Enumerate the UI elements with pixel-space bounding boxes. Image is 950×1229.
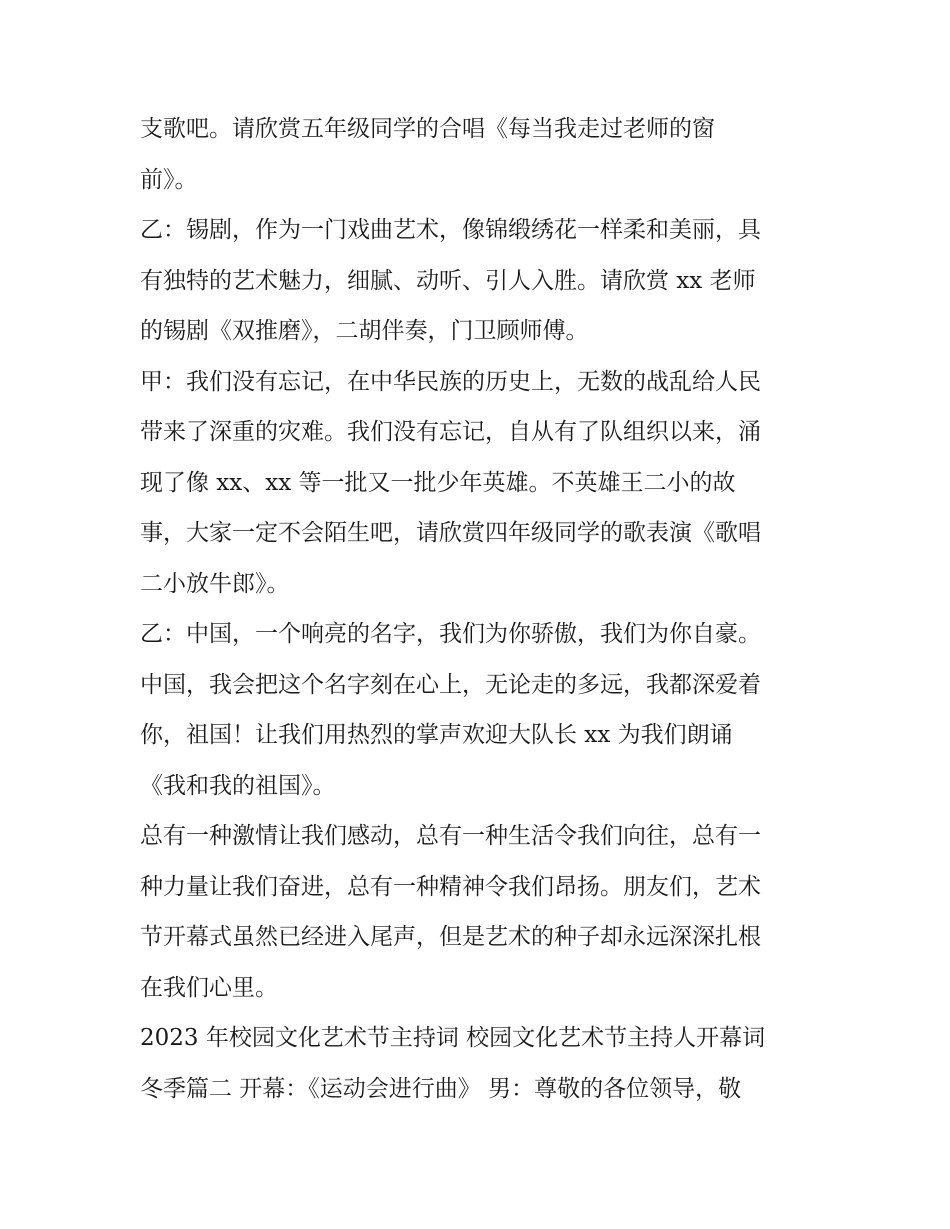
text-line-19: 2023 年校园文化艺术节主持词 校园文化艺术节主持人开幕词 — [140, 1025, 766, 1051]
text-line-18: 在我们心里。 — [140, 974, 278, 1001]
text-line-3: 乙：锡剧，作为一门戏曲艺术，像锦缎绣花一样柔和美丽，具 — [140, 217, 761, 243]
text-line-10: 二小放牛郎》。 — [140, 570, 290, 597]
text-line-7: 带来了深重的灾难。我们没有忘记，自从有了队组织以来，涌 — [140, 419, 761, 445]
text-line-6: 甲：我们没有忘记，在中华民族的历史上，无数的战乱给人民 — [140, 368, 761, 395]
text-line-15: 总有一种激情让我们感动，总有一种生活令我们向往，总有一 — [140, 823, 761, 849]
text-line-2: 前》。 — [140, 166, 198, 193]
text-line-17: 节开幕式虽然已经进入尾声，但是艺术的种子却永远深深扎根 — [140, 924, 761, 950]
text-line-16: 种力量让我们奋进，总有一种精神令我们昂扬。朋友们，艺术 — [140, 873, 761, 900]
text-line-13: 你，祖国！让我们用热烈的掌声欢迎大队长 xx 为我们朗诵 — [140, 722, 733, 748]
text-line-8: 现了像 xx、xx 等一批又一批少年英雄。不英雄王二小的故 — [140, 469, 736, 496]
text-line-4: 有独特的艺术魅力，细腻、动听、引人入胜。请欣赏 xx 老师 — [140, 267, 756, 294]
text-line-14: 《我和我的祖国》。 — [140, 772, 336, 799]
text-line-9: 事，大家一定不会陌生吧，请欣赏四年级同学的歌表演《歌唱 — [140, 520, 761, 546]
text-line-12: 中国，我会把这个名字刻在心上，无论走的多远，我都深爱着 — [140, 671, 761, 698]
text-line-1: 支歌吧。请欣赏五年级同学的合唱《每当我走过老师的窗 — [140, 116, 715, 142]
text-line-11: 乙：中国，一个响亮的名字，我们为你骄傲，我们为你自豪。 — [140, 621, 761, 647]
text-line-20: 冬季篇二 开幕：《运动会进行曲》 男：尊敬的各位领导，敬 — [140, 1075, 742, 1102]
text-line-5: 的锡剧《双推磨》，二胡伴奏，门卫顾师傅。 — [140, 318, 589, 344]
document-body — [140, 104, 820, 1114]
